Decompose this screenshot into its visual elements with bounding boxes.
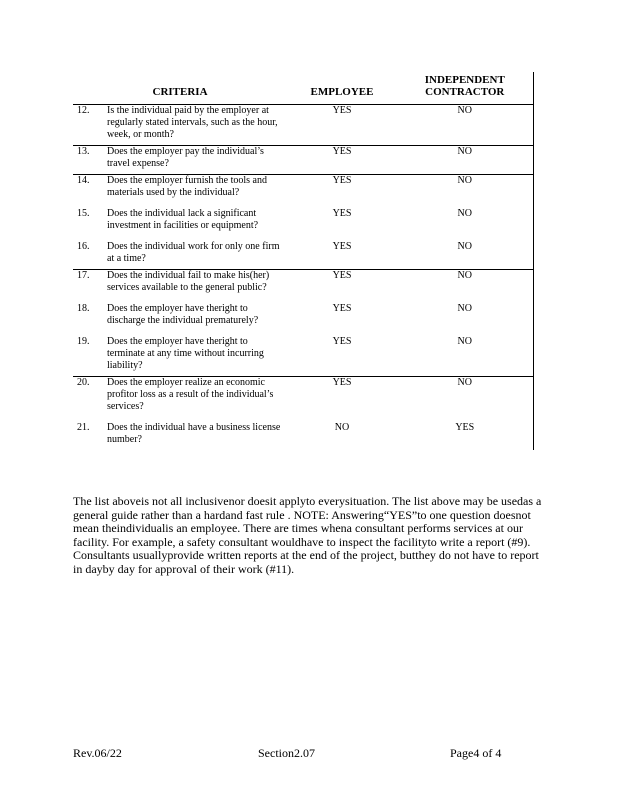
row-contractor-answer: NO	[397, 377, 533, 418]
row-number: 18.	[77, 303, 90, 314]
row-employee-answer: NO	[334, 422, 350, 433]
table-header-row	[73, 72, 533, 105]
criteria-table	[73, 72, 534, 450]
row-number: 17.	[73, 270, 107, 299]
footer-page-number: Page4 of 4	[450, 746, 502, 760]
footer-revision: Rev.06/22	[73, 746, 122, 760]
table-row	[73, 236, 533, 270]
row-contractor-answer: NO	[397, 146, 533, 175]
row-number: 16.	[77, 241, 90, 252]
table-row	[73, 298, 533, 331]
row-question: Does the individual fail to make his(her) services available to the general public?	[107, 270, 287, 299]
row-question: Does the employer have theright to discharge the individual prematurely?	[107, 303, 259, 326]
row-question: Does the individual lack a significant investment in facilities or equipment?	[107, 208, 259, 231]
row-contractor-answer: NO	[397, 270, 533, 299]
row-employee-answer: YES	[332, 336, 352, 347]
row-number: 19.	[77, 336, 90, 347]
row-employee-answer: YES	[287, 270, 397, 299]
row-employee-answer: YES	[287, 146, 397, 175]
criteria-table-container	[73, 72, 533, 450]
row-employee-answer: YES	[332, 208, 352, 219]
table-row	[73, 270, 533, 299]
header-independent-line1: INDEPENDENT	[424, 74, 505, 86]
row-contractor-answer: NO	[397, 175, 533, 204]
row-number: 21.	[77, 422, 90, 433]
row-question: Does the employer realize an economic profitor loss as a result of the individual’s services?	[107, 377, 287, 418]
row-question: Does the employer pay the individual’s travel expense?	[107, 146, 287, 175]
row-employee-answer: YES	[287, 175, 397, 204]
header-independent-contractor	[397, 72, 533, 105]
row-number: 13.	[73, 146, 107, 175]
table-row	[73, 146, 533, 175]
table-row	[73, 175, 533, 204]
row-question: Does the individual work for only one firm at a time?	[107, 241, 280, 264]
row-question: Does the employer furnish the tools and materials used by the individual?	[107, 175, 287, 204]
row-contractor-answer: NO	[397, 331, 533, 377]
row-number: 12.	[77, 105, 90, 116]
row-contractor-answer: YES	[397, 417, 533, 450]
row-contractor-answer: NO	[397, 298, 533, 331]
header-employee: EMPLOYEE	[287, 72, 397, 105]
row-contractor-answer: NO	[397, 203, 533, 236]
row-contractor-answer: NO	[397, 236, 533, 270]
table-row	[73, 377, 533, 418]
row-question: Is the individual paid by the employer at regularly stated intervals, such as the hour, week, or month?	[107, 105, 278, 140]
row-number: 20.	[73, 377, 107, 418]
row-contractor-answer: NO	[397, 105, 533, 146]
table-row	[73, 417, 533, 450]
row-question: Does the individual have a business license number?	[107, 422, 281, 445]
table-row	[73, 203, 533, 236]
row-number: 14.	[73, 175, 107, 204]
row-employee-answer: YES	[332, 105, 352, 116]
footer-section: Section2.07	[258, 746, 315, 760]
row-employee-answer: YES	[287, 377, 397, 418]
row-number: 15.	[77, 208, 90, 219]
row-employee-answer: YES	[332, 303, 352, 314]
header-criteria: CRITERIA	[73, 72, 287, 105]
table-row	[73, 105, 533, 146]
row-question: Does the employer have theright to terminate at any time without incurring liability?	[107, 336, 264, 371]
table-row	[73, 331, 533, 377]
row-employee-answer: YES	[332, 241, 352, 252]
explanatory-note: The list aboveis not all inclusivenor doesit applyto everysituation. The list above may be usedas a general guide rather than a hardand fast rule . NOTE: Answering“YES”to one question doesnot mean theindividualis an employee. There are times whena consultant performs services at our facility. For example, a safety consultant wouldhave to inspect the facilityto write a report (#9). Consultants usuallyprovide written reports at the end of the project, butthey do not have to report in dayby day for approval of their work (#11).	[73, 494, 542, 576]
header-independent-line2: CONTRACTOR	[425, 86, 505, 98]
